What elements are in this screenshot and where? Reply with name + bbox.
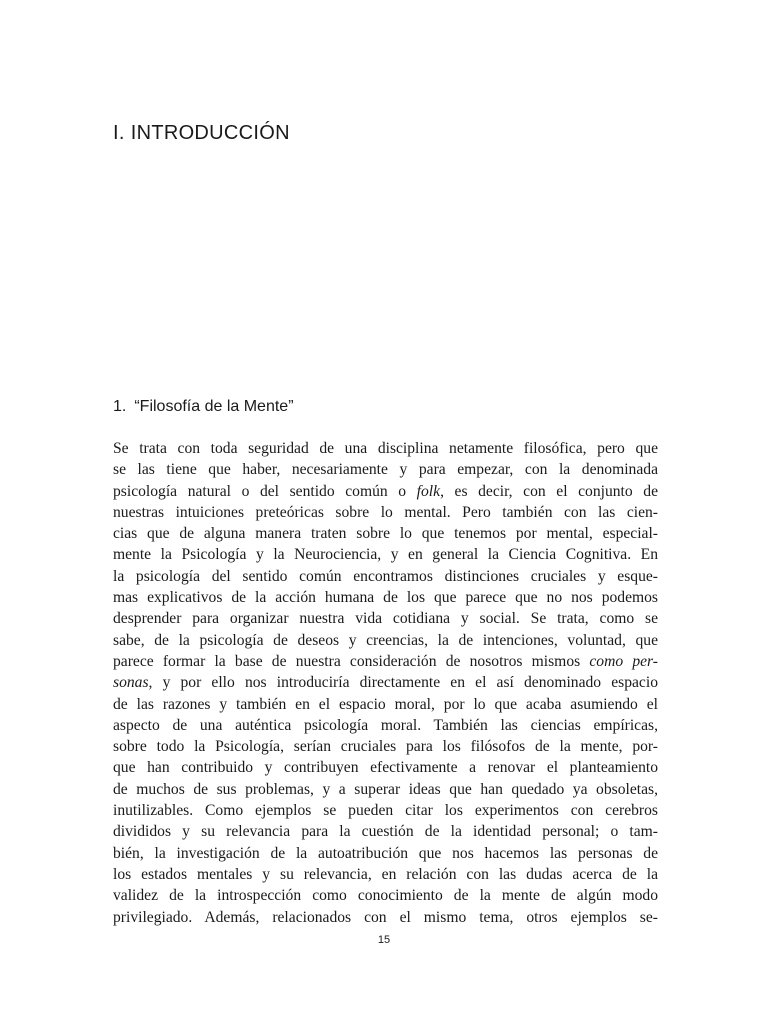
body-text-run: la psicología del sentido común encontramos distinciones cruciales y esque- — [113, 567, 658, 585]
body-line — [113, 864, 658, 885]
body-text-run: de las razones y también en el espacio moral, por lo que acaba asumiendo el — [113, 695, 658, 713]
body-line — [113, 907, 658, 928]
chapter-title-text: INTRODUCCIÓN — [130, 122, 290, 144]
body-text-run: desprender para organizar nuestra vida cotidiana y social. Se trata, como se — [113, 610, 658, 628]
chapter-number: I. — [113, 122, 125, 144]
body-line — [113, 821, 658, 842]
body-text-run: aspecto de una auténtica psicología moral. También las ciencias empíricas, — [113, 716, 658, 734]
body-line — [113, 544, 658, 565]
body-line — [113, 779, 658, 800]
italic-term: sonas — [113, 674, 149, 692]
section-title-text: “Filosofía de la Mente” — [134, 398, 294, 415]
body-line — [113, 438, 658, 459]
body-text-run: parece formar la base de nuestra consideración de nosotros mismos — [113, 652, 590, 670]
page-number: 15 — [377, 934, 391, 946]
body-text-run: psicología natural o del sentido común o — [113, 482, 417, 500]
body-line — [113, 481, 658, 502]
body-text-run: que han contribuido y contribuyen efectivamente a renovar el planteamiento — [113, 759, 658, 777]
body-text-run: los estados mentales y su relevancia, en relación con las dudas acerca de la — [113, 865, 658, 883]
body-text-run: bién, la investigación de la autoatribución que nos hacemos las personas de — [113, 844, 658, 862]
body-text-run: inutilizables. Como ejemplos se pueden citar los experimentos con cerebros — [113, 802, 658, 820]
body-text-run: validez de la introspección como conocimiento de la mente de algún modo — [113, 887, 658, 905]
body-line — [113, 566, 658, 587]
body-line — [113, 800, 658, 821]
body-line — [113, 757, 658, 778]
body-line — [113, 502, 658, 523]
section-heading — [113, 398, 294, 416]
body-text-run: nuestras intuiciones preteóricas sobre lo mental. Pero también con las cien- — [113, 503, 658, 521]
body-line — [113, 523, 658, 544]
body-text-run: Se trata con toda seguridad de una disciplina netamente filosófica, pero que — [113, 440, 658, 457]
body-text-run: de muchos de sus problemas, y a superar ideas que han quedado ya obsoletas, — [113, 780, 658, 798]
body-text-run: sobre todo la Psicología, serían cruciales para los filósofos de la mente, por- — [113, 738, 658, 756]
body-text-run: sabe, de la psicología de deseos y creencias, la de intenciones, voluntad, que — [113, 631, 658, 649]
body-line — [113, 672, 658, 693]
body-line — [113, 694, 658, 715]
body-text-run: cias que de alguna manera traten sobre lo que tenemos por mental, especial- — [113, 525, 658, 543]
section-number: 1. — [113, 398, 127, 415]
body-text-run: privilegiado. Además, relacionados con el mismo tema, otros ejemplos se- — [113, 908, 658, 926]
body-line — [113, 885, 658, 906]
body-line — [113, 715, 658, 736]
body-line — [113, 587, 658, 608]
body-paragraph — [113, 438, 658, 928]
body-text-run: mente la Psicología y la Neurociencia, y en general la Ciencia Cognitiva. En — [113, 546, 658, 564]
body-text-run: mas explicativos de la acción humana de los que parece que no nos podemos — [113, 589, 658, 607]
body-text-run: divididos y su relevancia para la cuestión de la identidad personal; o tam- — [113, 823, 658, 841]
body-text-run: se las tiene que haber, necesariamente y para empezar, con la denominada — [113, 461, 658, 479]
body-line — [113, 608, 658, 629]
body-text-run: , es decir, con el conjunto de — [440, 482, 658, 500]
body-line — [113, 651, 658, 672]
italic-term: folk — [416, 482, 441, 500]
body-line — [113, 630, 658, 651]
chapter-title — [113, 122, 290, 145]
body-line — [113, 736, 658, 757]
body-text-run: , y por ello nos introduciría directamente en el así denominado espacio — [148, 674, 658, 692]
body-line — [113, 843, 658, 864]
italic-term: como per- — [589, 652, 658, 670]
body-line — [113, 459, 658, 480]
